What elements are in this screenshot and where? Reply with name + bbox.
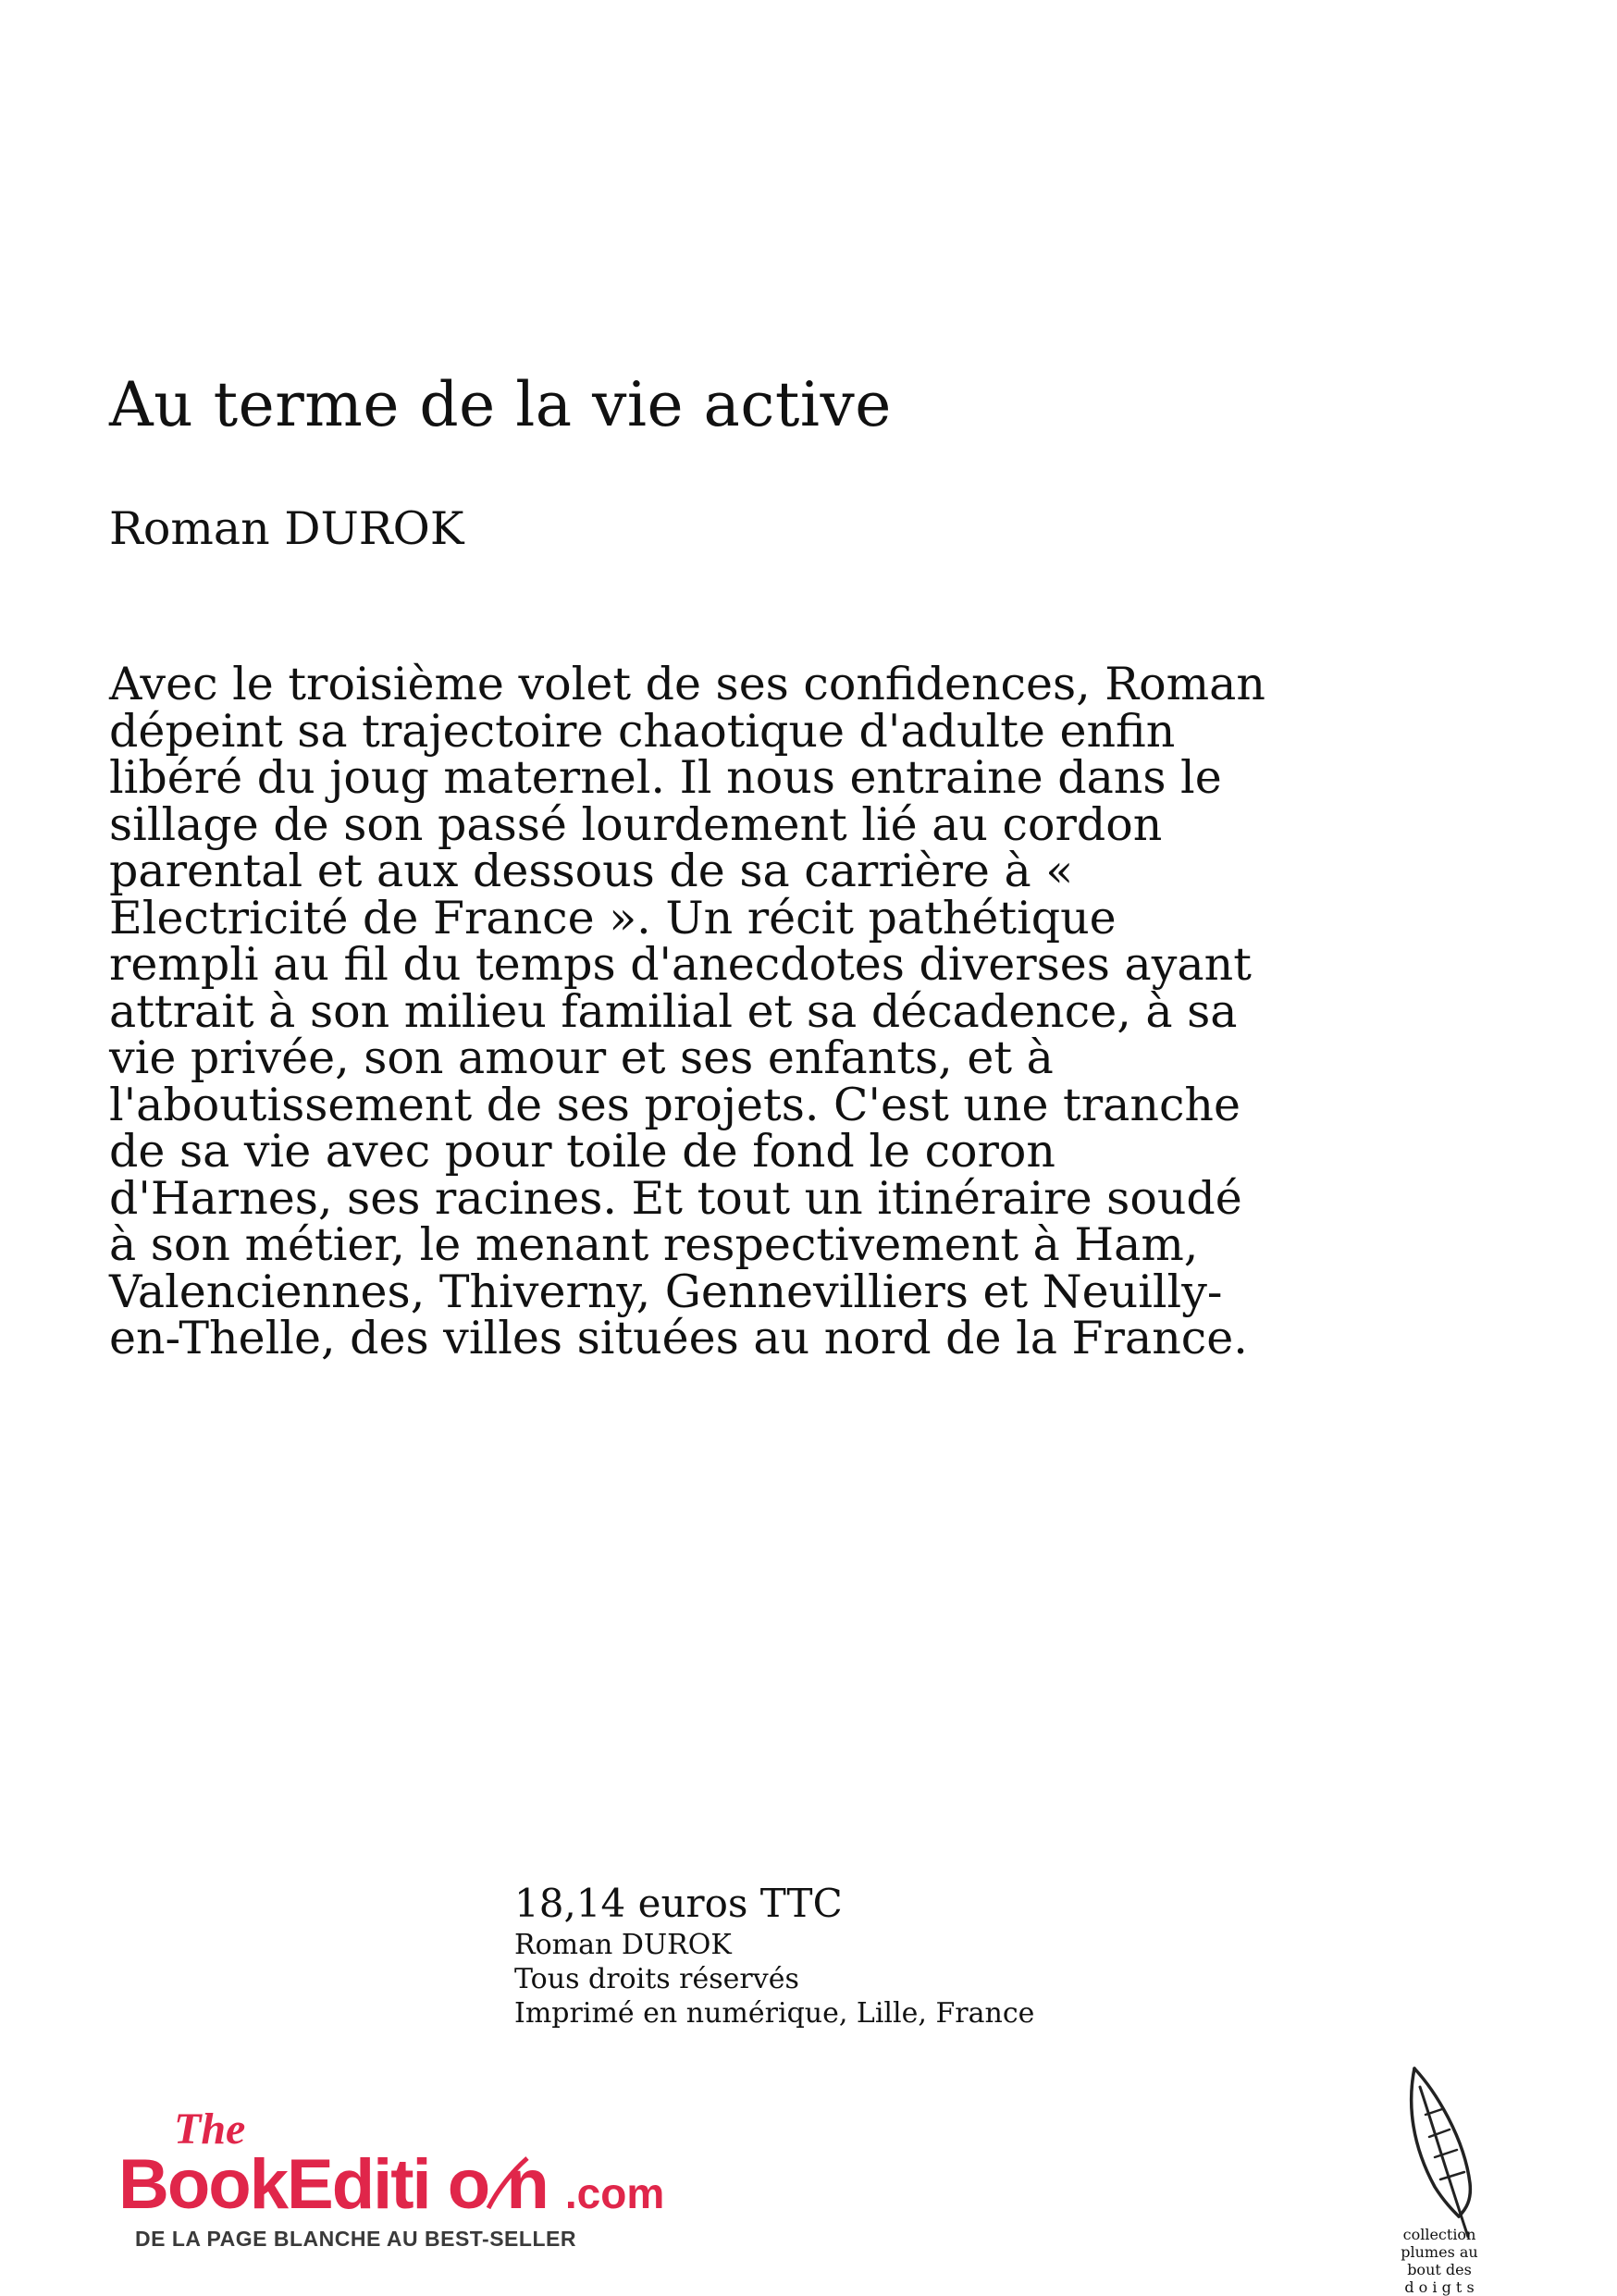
collection-label-line: bout des <box>1407 2261 1472 2278</box>
colophon-author: Roman DUROK <box>514 1929 732 1961</box>
logo-brand-part2: n <box>506 2145 548 2224</box>
feather-icon <box>1392 2061 1485 2246</box>
price: 18,14 euros TTC <box>514 1881 843 1926</box>
logo-feather-o: o <box>447 2145 489 2224</box>
rights-notice: Tous droits réservés <box>514 1963 799 1995</box>
collection-label-line: d o i g t s <box>1404 2278 1475 2296</box>
author-name: Roman DUROK <box>109 502 464 555</box>
collection-label-line: plumes au <box>1401 2243 1478 2261</box>
logo-the: The <box>174 2105 246 2154</box>
publisher-logo <box>117 2105 672 2253</box>
collection-label-line: collection <box>1402 2226 1476 2243</box>
collection-label <box>1388 2226 1491 2296</box>
book-summary: Avec le troisième volet de ses confidences, Roman dépeint sa trajectoire chaotique d'adulte enfin libéré du joug maternel. Il nous entraine dans le sillage de son passé lourdement lié au cordon parental et aux dessous de sa carrière à « Electricité de France ». Un récit pathétique rempli au fil du temps d'anecdotes diverses ayant attrait à son milieu familial et sa décadence, à sa vie privée, son amour et ses enfants, et à l'aboutissement de ses projets. C'est une tranche de sa vie avec pour toile de fond le coron d'Harnes, ses racines. Et tout un itinéraire soudé à son métier, le menant respectivement à Ham, Valenciennes, Thiverny, Gennevilliers et Neuilly-en-Thelle, des villes situées au nord de la France. <box>109 658 1265 1364</box>
logo-domain: .com <box>564 2169 665 2217</box>
logo-wordmark <box>118 2145 664 2224</box>
colophon <box>514 1880 1034 2031</box>
book-title: Au terme de la vie active <box>109 369 892 440</box>
logo-tagline: DE LA PAGE BLANCHE AU BEST-SELLER <box>135 2227 576 2251</box>
logo-brand-part1: BookEditi <box>118 2145 430 2224</box>
print-info: Imprimé en numérique, Lille, France <box>514 1997 1035 2030</box>
